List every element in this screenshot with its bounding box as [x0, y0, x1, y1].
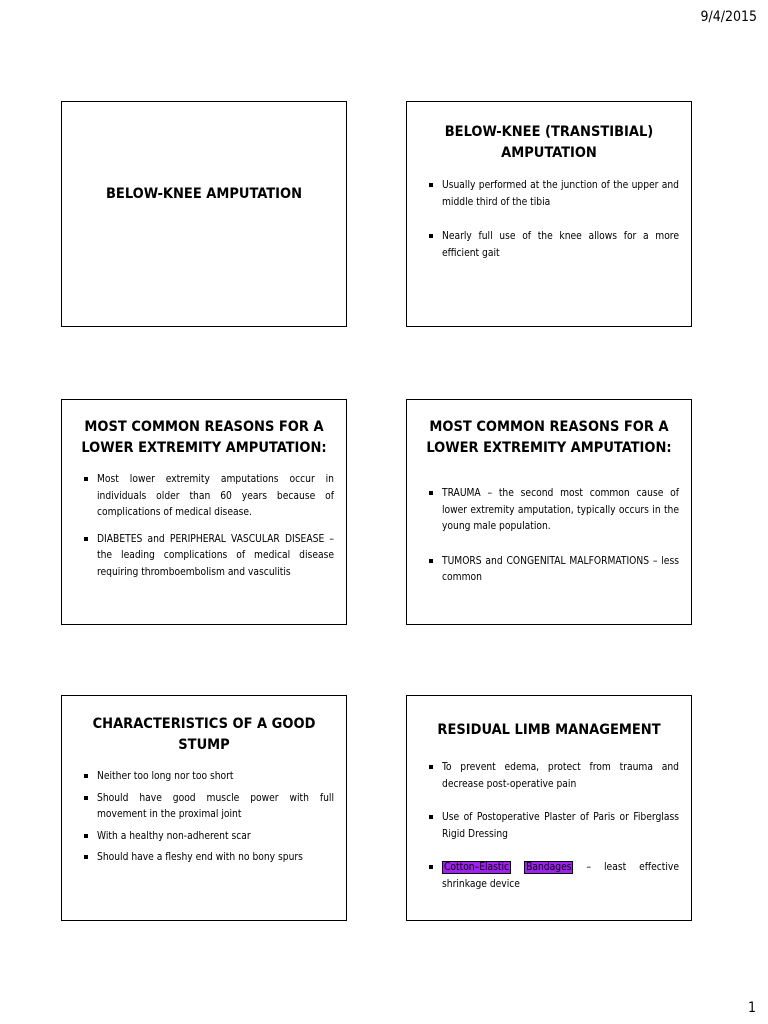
bullet-list	[407, 486, 679, 587]
bullet-icon	[84, 537, 88, 541]
slide-2	[406, 101, 692, 327]
list-item: Use of Postoperative Plaster of Paris or Fiberglass Rigid Dressing	[407, 810, 679, 843]
list-item: Neither too long nor too short	[62, 769, 334, 786]
bullet-icon	[429, 865, 433, 869]
bullet-icon	[84, 834, 88, 838]
list-item: With a healthy non-adherent scar	[62, 829, 334, 846]
bullet-icon	[429, 183, 433, 187]
date-label: 9/4/2015	[700, 9, 757, 25]
slide-6	[406, 695, 692, 921]
bullet-icon	[84, 477, 88, 481]
slide-title: BELOW-KNEE (TRANSTIBIAL) AMPUTATION	[444, 124, 654, 161]
highlighted-text: Cotton–Elastic	[444, 862, 510, 873]
list-item: DIABETES and PERIPHERAL VASCULAR DISEASE – the leading complications of medical disease requiring thromboembolism and vasculitis	[62, 532, 334, 582]
bullet-icon	[429, 491, 433, 495]
bullet-icon	[429, 234, 433, 238]
list-item: TRAUMA – the second most common cause of lower extremity amputation, typically occurs in the young male population.	[407, 486, 679, 536]
slide-title: MOST COMMON REASONS FOR A LOWER EXTREMITY AMPUTATION:	[426, 419, 672, 456]
slide-3	[61, 399, 347, 625]
list-item: Most lower extremity amputations occur in individuals older than 60 years because of complications of medical disease.	[62, 472, 334, 522]
slide-5	[61, 695, 347, 921]
bullet-list	[62, 769, 334, 867]
list-item: Should have good muscle power with full movement in the proximal joint	[62, 791, 334, 824]
list-item: Should have a fleshy end with no bony spurs	[62, 850, 334, 867]
bullet-icon	[84, 855, 88, 859]
page-number: 1	[747, 1000, 756, 1016]
list-item: Nearly full use of the knee allows for a more efficient gait	[407, 229, 679, 262]
bullet-icon	[84, 774, 88, 778]
bullet-icon	[429, 559, 433, 563]
list-item: Usually performed at the junction of the upper and middle third of the tibia	[407, 178, 679, 211]
bullet-icon	[429, 765, 433, 769]
bullet-list	[407, 178, 679, 262]
slide-title: RESIDUAL LIMB MANAGEMENT	[437, 722, 661, 738]
slide-1	[61, 101, 347, 327]
bullet-icon	[429, 815, 433, 819]
slide-title: BELOW-KNEE AMPUTATION	[105, 186, 303, 202]
list-item: TUMORS and CONGENITAL MALFORMATIONS – less common	[407, 554, 679, 587]
highlighted-text: Bandages	[526, 862, 572, 873]
slide-title: MOST COMMON REASONS FOR A LOWER EXTREMITY AMPUTATION:	[81, 419, 327, 456]
slide-4	[406, 399, 692, 625]
list-item: To prevent edema, protect from trauma and decrease post-operative pain	[407, 760, 679, 793]
list-item: Cotton–Elastic Bandages – least effective shrinkage device	[407, 860, 679, 893]
bullet-list	[62, 472, 334, 581]
slide-title: CHARACTERISTICS OF A GOOD STUMP	[92, 716, 316, 753]
bullet-icon	[84, 796, 88, 800]
bullet-list	[407, 760, 679, 893]
